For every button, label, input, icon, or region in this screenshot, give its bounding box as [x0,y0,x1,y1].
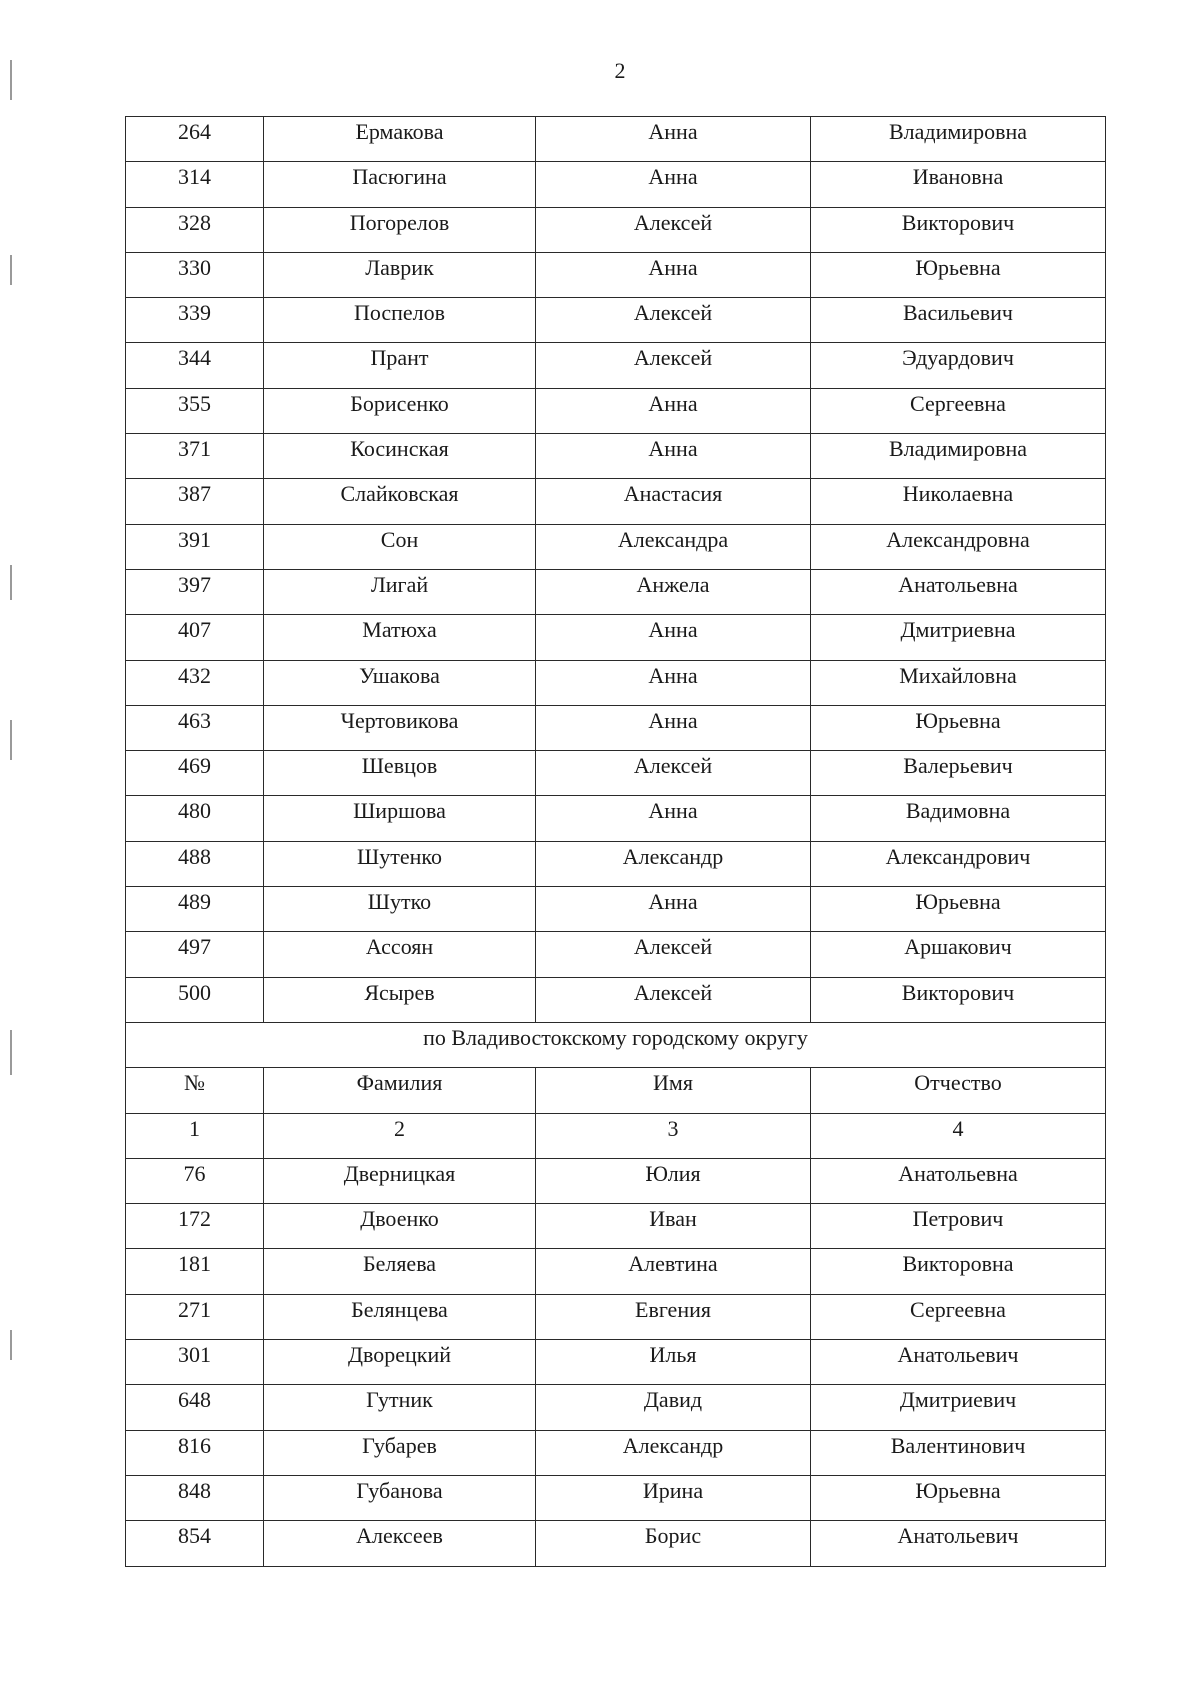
cell-surname: Шутенко [264,841,536,886]
table-row [126,660,1106,705]
table-row [126,1475,1106,1520]
cell-patronymic: Анатольевна [811,1158,1106,1203]
cell-patronymic: Сергеевна [811,388,1106,433]
table-row [126,1385,1106,1430]
cell-surname: Лаврик [264,252,536,297]
cell-number: 172 [126,1204,264,1249]
cell-number: 648 [126,1385,264,1430]
column-number-2: 2 [264,1113,536,1158]
cell-number: 816 [126,1430,264,1475]
cell-number: 488 [126,841,264,886]
cell-name: Анна [536,388,811,433]
cell-name: Анна [536,252,811,297]
table-row [126,162,1106,207]
cell-name: Алексей [536,298,811,343]
column-number-4: 4 [811,1113,1106,1158]
cell-surname: Ширшова [264,796,536,841]
cell-name: Ирина [536,1475,811,1520]
cell-number: 500 [126,977,264,1022]
table-row [126,343,1106,388]
cell-patronymic: Викторовна [811,1249,1106,1294]
cell-number: 848 [126,1475,264,1520]
table-body-top [126,117,1106,1023]
cell-name: Алексей [536,977,811,1022]
candidates-table [125,116,1106,1567]
cell-number: 497 [126,932,264,977]
cell-name: Анна [536,615,811,660]
cell-surname: Поспелов [264,298,536,343]
cell-patronymic: Владимировна [811,434,1106,479]
cell-name: Александра [536,524,811,569]
cell-name: Евгения [536,1294,811,1339]
cell-number: 344 [126,343,264,388]
cell-name: Алевтина [536,1249,811,1294]
column-number-3: 3 [536,1113,811,1158]
table-row [126,207,1106,252]
cell-surname: Косинская [264,434,536,479]
cell-patronymic: Викторович [811,207,1106,252]
cell-patronymic: Петрович [811,1204,1106,1249]
cell-number: 330 [126,252,264,297]
section-block [126,1022,1106,1158]
table-row [126,796,1106,841]
cell-surname: Слайковская [264,479,536,524]
cell-name: Юлия [536,1158,811,1203]
table-row [126,1158,1106,1203]
cell-number: 314 [126,162,264,207]
table-row [126,615,1106,660]
cell-name: Анна [536,705,811,750]
cell-number: 76 [126,1158,264,1203]
table-row [126,298,1106,343]
table-row [126,434,1106,479]
cell-patronymic: Викторович [811,977,1106,1022]
cell-name: Анна [536,887,811,932]
table-row [126,388,1106,433]
cell-number: 854 [126,1521,264,1566]
cell-surname: Ушакова [264,660,536,705]
cell-number: 264 [126,117,264,162]
cell-patronymic: Александрович [811,841,1106,886]
cell-surname: Пасюгина [264,162,536,207]
table-row [126,977,1106,1022]
cell-number: 355 [126,388,264,433]
table-row [126,1430,1106,1475]
table-row [126,479,1106,524]
cell-name: Анжела [536,569,811,614]
cell-number: 328 [126,207,264,252]
cell-surname: Борисенко [264,388,536,433]
cell-surname: Дворецкий [264,1340,536,1385]
cell-patronymic: Юрьевна [811,1475,1106,1520]
cell-surname: Губанова [264,1475,536,1520]
cell-surname: Белянцева [264,1294,536,1339]
table-row [126,751,1106,796]
section-title-row [126,1022,1106,1067]
scan-artifact [10,1030,12,1075]
cell-number: 407 [126,615,264,660]
table-body-bottom [126,1158,1106,1566]
cell-patronymic: Николаевна [811,479,1106,524]
table-row [126,252,1106,297]
cell-name: Алексей [536,343,811,388]
table-row [126,1521,1106,1566]
table-row [126,1249,1106,1294]
cell-number: 301 [126,1340,264,1385]
cell-patronymic: Александровна [811,524,1106,569]
cell-name: Анна [536,117,811,162]
scan-artifact [10,255,12,285]
table-row [126,887,1106,932]
cell-surname: Ермакова [264,117,536,162]
cell-surname: Сон [264,524,536,569]
cell-surname: Лигай [264,569,536,614]
cell-patronymic: Анатольевич [811,1521,1106,1566]
header-surname: Фамилия [264,1068,536,1113]
cell-number: 469 [126,751,264,796]
table-row [126,1340,1106,1385]
column-number-row [126,1113,1106,1158]
cell-name: Алексей [536,932,811,977]
cell-name: Анна [536,434,811,479]
cell-number: 339 [126,298,264,343]
cell-patronymic: Анатольевна [811,569,1106,614]
cell-name: Александр [536,841,811,886]
cell-number: 489 [126,887,264,932]
cell-patronymic: Валерьевич [811,751,1106,796]
cell-patronymic: Юрьевна [811,252,1106,297]
cell-number: 271 [126,1294,264,1339]
cell-surname: Чертовикова [264,705,536,750]
cell-patronymic: Михайловна [811,660,1106,705]
cell-name: Анна [536,796,811,841]
cell-patronymic: Юрьевна [811,705,1106,750]
cell-name: Алексей [536,207,811,252]
table-row [126,524,1106,569]
cell-number: 480 [126,796,264,841]
cell-patronymic: Эдуардович [811,343,1106,388]
cell-surname: Матюха [264,615,536,660]
cell-name: Анна [536,660,811,705]
cell-name: Александр [536,1430,811,1475]
cell-patronymic: Дмитриевич [811,1385,1106,1430]
cell-patronymic: Валентинович [811,1430,1106,1475]
cell-surname: Дверницкая [264,1158,536,1203]
cell-patronymic: Васильевич [811,298,1106,343]
cell-surname: Губарев [264,1430,536,1475]
cell-patronymic: Ивановна [811,162,1106,207]
cell-surname: Гутник [264,1385,536,1430]
cell-number: 432 [126,660,264,705]
table-row [126,1294,1106,1339]
cell-patronymic: Вадимовна [811,796,1106,841]
section-title: по Владивостокскому городскому округу [126,1022,1106,1067]
header-row [126,1068,1106,1113]
scan-artifact [10,565,12,600]
header-patronymic: Отчество [811,1068,1106,1113]
cell-number: 371 [126,434,264,479]
cell-patronymic: Анатольевич [811,1340,1106,1385]
cell-name: Илья [536,1340,811,1385]
cell-name: Анна [536,162,811,207]
cell-surname: Ясырев [264,977,536,1022]
cell-number: 391 [126,524,264,569]
cell-patronymic: Дмитриевна [811,615,1106,660]
cell-name: Иван [536,1204,811,1249]
table-row [126,569,1106,614]
page-number: 2 [614,58,626,83]
cell-surname: Шутко [264,887,536,932]
table-row [126,841,1106,886]
cell-number: 181 [126,1249,264,1294]
cell-surname: Ассоян [264,932,536,977]
column-number-1: 1 [126,1113,264,1158]
cell-name: Давид [536,1385,811,1430]
cell-surname: Алексеев [264,1521,536,1566]
cell-name: Борис [536,1521,811,1566]
header-name: Имя [536,1068,811,1113]
table-row [126,705,1106,750]
cell-patronymic: Юрьевна [811,887,1106,932]
cell-surname: Беляева [264,1249,536,1294]
cell-number: 397 [126,569,264,614]
scan-artifact [10,60,12,100]
table-row [126,117,1106,162]
cell-number: 463 [126,705,264,750]
cell-surname: Двоенко [264,1204,536,1249]
table-row [126,1204,1106,1249]
cell-patronymic: Владимировна [811,117,1106,162]
scan-artifact [10,720,12,760]
table-row [126,932,1106,977]
cell-surname: Погорелов [264,207,536,252]
cell-number: 387 [126,479,264,524]
scan-artifact [10,1330,12,1360]
cell-surname: Прант [264,343,536,388]
cell-patronymic: Аршакович [811,932,1106,977]
cell-name: Алексей [536,751,811,796]
header-num: № [126,1068,264,1113]
cell-patronymic: Сергеевна [811,1294,1106,1339]
cell-name: Анастасия [536,479,811,524]
cell-surname: Шевцов [264,751,536,796]
